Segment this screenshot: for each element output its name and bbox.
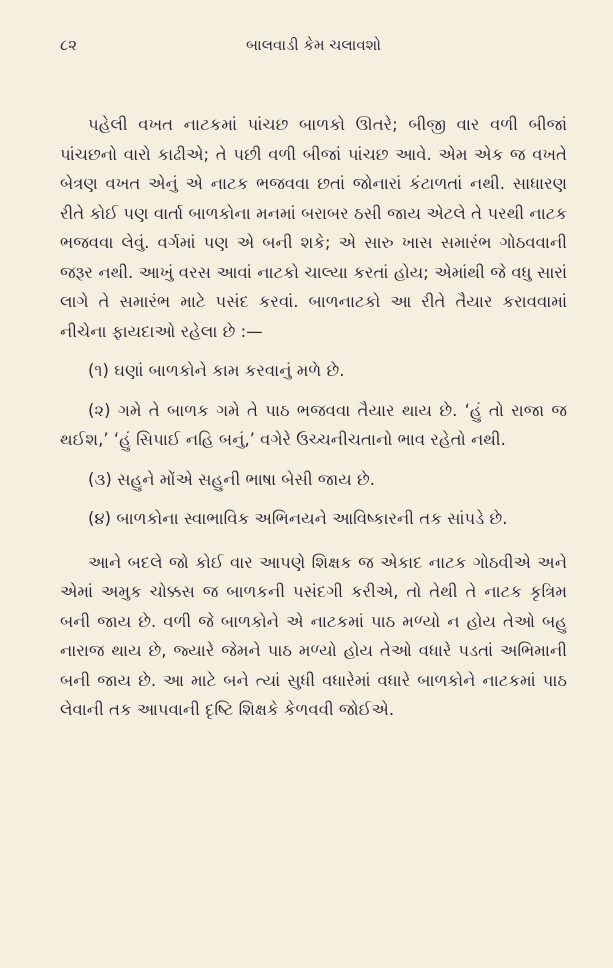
benefit-item — [60, 504, 567, 534]
benefit-number: (૨) — [88, 400, 111, 420]
page-number: ૮૨ — [60, 36, 78, 54]
benefit-item — [60, 396, 567, 455]
benefit-text: ઘણાં બાળકોને કામ કરવાનું મળે છે. — [114, 361, 345, 380]
page-header — [60, 30, 567, 70]
benefit-number: (૩) — [88, 469, 112, 489]
benefit-number: (૧) — [88, 361, 109, 380]
benefits-list — [60, 356, 567, 534]
running-title: બાલવાડી કેમ ચલાવશો — [246, 36, 381, 54]
closing-paragraph: આને બદલે જો કોઈ વાર આપણે શિક્ષક જ એકાદ નાટક ગોઠવીએ અને એમાં અમુક ચોક્કસ જ બાળકની પસંદગી કરીએ, તો તેથી તે નાટક કૃત્રિમ બની જાય છે. વળી જે બાળકોને એ નાટકમાં પાઠ મળ્યો ન હોય તેઓ બહુ નારાજ થાય છે, જ્યારે જેમને પાઠ મળ્યો હોય તેઓ વધારે પડતાં અભિમાની બની જાય છે. આ માટે બને ત્યાં સુધી વધારેમાં વધારે બાળકોને નાટકમાં પાઠ લેવાની તક આપવાની દૃષ્ટિ શિક્ષકે કેળવવી જોઈએ. — [60, 552, 567, 719]
benefit-number: (૪) — [88, 509, 112, 528]
intro-paragraph: પહેલી વખત નાટકમાં પાંચછ બાળકો ઊતરે; બીજી વાર વળી બીજાં પાંચછનો વારો કાઢીએ; તે પછી વળી બીજાં પાંચછ આવે. એમ એક જ વખતે બેત્રણ વખત એનું એ નાટક ભજવવા છતાં જોનારાં કંટાળતાં નથી. સાધારણ રીતે કોઈ પણ વાર્તા બાળકોના મનમાં બરાબર ઠસી જાય એટલે તે પરથી નાટક ભજવવા લેવું. વર્ગમાં પણ એ બની શકે; એ સારુ ખાસ સમારંભ ગોઠવવાની જરૂર નથી. આખું વરસ આવાં નાટકો ચાલ્યા કરતાં હોય; એમાંથી જે વધુ સારાં લાગે તે સમારંભ માટે પસંદ કરવાં. બાળનાટકો આ રીતે તૈયાર કરાવવામાં નીચેના ફાયદાઓ રહેલા છે :— — [60, 115, 567, 341]
benefit-text: સહુને મોંએ સહુની ભાષા બેસી જાય છે. — [117, 469, 376, 489]
benefit-text: ગમે તે બાળક ગમે તે પાઠ ભજવવા તૈયાર થાય છે. ‘હું તો રાજા જ થઈશ,’ ‘હું સિપાઈ નહિ બનું,’ વગેરે ઉચ્ચનીચતાનો ભાવ રહેતો નથી. — [60, 400, 567, 449]
page-body — [60, 110, 567, 725]
benefit-item — [60, 356, 567, 386]
benefit-text: બાળકોના સ્વાભાવિક અભિનયને આવિષ્કારની તક સાંપડે છે. — [116, 509, 508, 528]
benefit-item — [60, 465, 567, 495]
